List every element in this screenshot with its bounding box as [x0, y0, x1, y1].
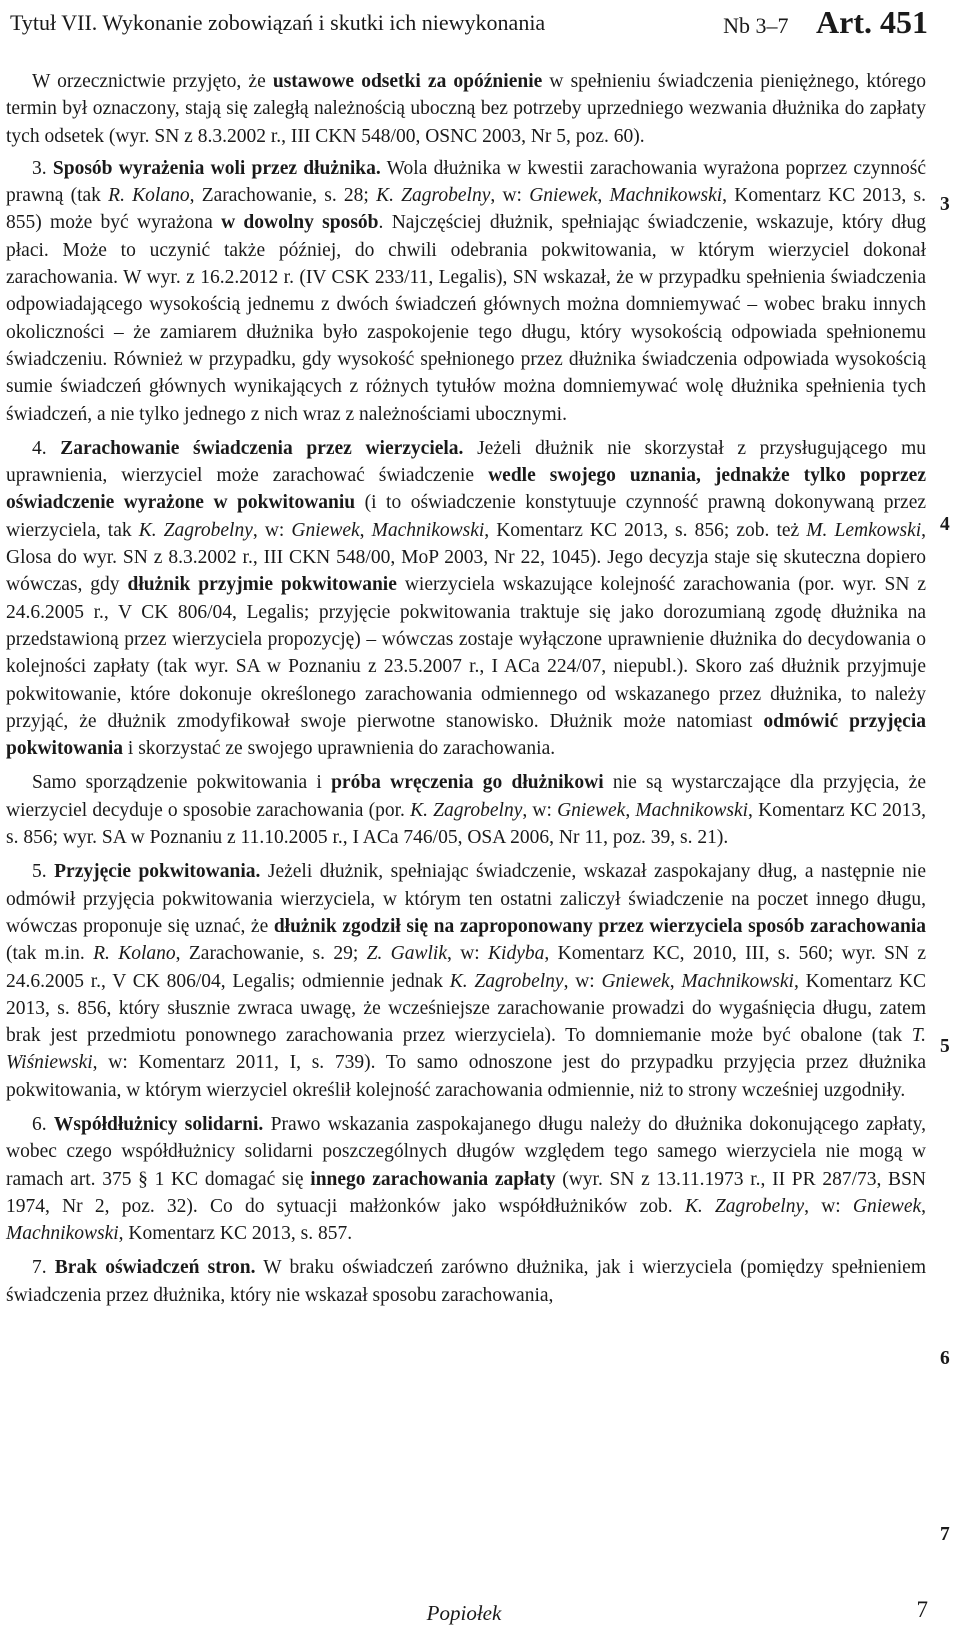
page-footer [0, 1597, 928, 1631]
margin-number-3: 3 [940, 194, 950, 215]
article-number: Art. 451 [816, 4, 928, 40]
running-title: Tytuł VII. Wykonanie zobowiązań i skutki ich niewykonania [10, 10, 546, 35]
running-header [10, 4, 928, 40]
margin-number-4: 4 [940, 514, 950, 535]
paragraph-4-continued: Samo sporządzenie pokwitowania i próba wręczenia go dłużnikowi nie są wystarczające dla przyjęcia, że wierzyciel decyduje o sposobie zarachowania (por. K. Zagrobelny, w: Gniewek, Machnikowski, Komentarz KC 2013, s. 856; wyr. SA w Poznaniu z 11.10.2005 r., I ACa 746/05, OSA 2006, Nr 11, poz. 39, s. 21). [6, 772, 927, 849]
paragraph-6: 6. Współdłużnicy solidarni. Prawo wskazania zaspokajanego długu należy do dłużnika dokonującego zapłaty, wobec czego współdłużnicy solidarni poszczególnych długów względem tego samego wierzyciela nie mogą w ramach art. 375 § 1 KC domagać się innego zarachowania zapłaty (wyr. SN z 13.11.1973 r., II PR 287/73, BSN 1974, Nr 2, poz. 32). Co do sytuacji małżonków jako współdłużników zob. K. Zagrobelny, w: Gniewek, Machnikowski, Komentarz KC 2013, s. 857. [6, 1113, 927, 1245]
paragraph-3: 3. Sposób wyrażenia woli przez dłużnika. Wola dłużnika w kwestii zarachowania wyrażona poprzez czynność prawną (tak R. Kolano, Zarachowanie, s. 28; K. Zagrobelny, w: Gniewek, Machnikowski, Komentarz KC 2013, s. 855) może być wyrażona w dowolny sposób. Najczęściej dłużnik, spełniając świadczenie, wskazuje, który dług płaci. Może to uczynić także później, do chwili odebrania pokwitowania, w którym wierzyciel dokonał zarachowania. W wyr. z 16.2.2012 r. (IV CSK 233/11, Legalis), SN wskazał, że w przypadku spełnienia świadczenia odpowiadającego wysokością jednemu z dwóch świadczeń głównych można domniemywać – wobec braku innych okoliczności – że zamiarem dłużnika było zaspokojenie tego długu, który wysokością odpowiada spełnionemu świadczeniu. Również w przypadku, gdy wysokość spełnionego przez dłużnika świadczenia odpowiada wysokością sumie świadczeń głównych wynikających z różnych tytułów można domniemywać wolę dłużnika spełnienia tych świadczeń, a nie tylko jednego z nich wraz z należnościami ubocznymi. [6, 157, 927, 425]
paragraph-7: 7. Brak oświadczeń stron. W braku oświadczeń zarówno dłużnika, jak i wierzyciela (pomiędzy spełnieniem świadczenia przez dłużnika, który nie wskazał sposobu zarachowania, [6, 1257, 927, 1306]
section-reference [723, 4, 928, 41]
paragraph-4: 4. Zarachowanie świadczenia przez wierzyciela. Jeżeli dłużnik nie skorzystał z przysługującego mu uprawnienia, wierzyciel może zarachować świadczenie wedle swojego uznania, jednakże tylko poprzez oświadczenie wyrażone w pokwitowaniu (i to oświadczenie konstytuuje czynność prawną dokonywaną przez wierzyciela, tak K. Zagrobelny, w: Gniewek, Machnikowski, Komentarz KC 2013, s. 856; zob. też M. Lemkowski, Glosa do wyr. SN z 8.3.2002 r., III CKN 548/00, MoP 2003, Nr 22, 1045). Jego decyzja staje się skuteczna dopiero wówczas, gdy dłużnik przyjmie pokwitowanie wierzyciela wskazujące kolejność zarachowania (por. wyr. SN z 24.6.2005 r., V CK 806/04, Legalis; przyjęcie pokwitowania traktuje się jako dorozumianą zgodę dłużnika na przedstawioną przez wierzyciela propozycję) – wówczas zostaje wyłączone uprawnienie dłużnika do decydowania o kolejności zapłaty (tak wyr. SA w Poznaniu z 23.5.2007 r., I ACa 224/07, niepubl.). Skoro zaś dłużnik przyjmuje pokwitowanie, które dokonuje określonego zarachowania odmiennego od wskazanego przez dłużnika, to należy przyjąć, że dłużnik zmodyfikował swoje pierwotne stanowisko. Dłużnik może natomiast odmówić przyjęcia pokwitowania i skorzystać ze swojego uprawnienia do zarachowania. [6, 437, 927, 760]
marginal-number-range: Nb 3–7 [723, 13, 789, 38]
paragraph-intro: W orzecznictwie przyjęto, że ustawowe odsetki za opóźnienie w spełnieniu świadczenia pieniężnego, którego termin był oznaczony, stają się zaległą należnością uboczną bez potrzeby uprzedniego wezwania dłużnika do zapłaty tych odsetek (wyr. SN z 8.3.2002 r., III CKN 548/00, OSNC 2003, Nr 5, poz. 60). [6, 71, 926, 147]
page-number: 7 [916, 1597, 928, 1622]
margin-number-5: 5 [940, 1036, 950, 1057]
margin-number-6: 6 [940, 1348, 950, 1369]
paragraph-5: 5. Przyjęcie pokwitowania. Jeżeli dłużnik, spełniając świadczenie, wskazał zaspokajany dług, a następnie nie odmówił przyjęcia pokwitowania wierzyciela, w którym ten ostatni zaliczył świadczenie na poczet innego długu, wówczas proponuje się uznać, że dłużnik zgodził się na zaproponowany przez wierzyciela sposób zarachowania (tak m.in. R. Kolano, Zarachowanie, s. 29; Z. Gawlik, w: Kidyba, Komentarz KC, 2010, III, s. 560; wyr. SN z 24.6.2005 r., V CK 806/04, Legalis; odmiennie jednak K. Zagrobelny, w: Gniewek, Machnikowski, Komentarz KC 2013, s. 856, który słusznie zwraca uwagę, że wcześniejsze zarachowanie prowadzi do wygaśnięcia długu, zatem brak jest przedmiotu ponownego zarachowania przez wierzyciela). To domniemanie może być obalone (tak T. Wiśniewski, w: Komentarz 2011, I, s. 739). To samo odnoszone jest do przypadku przyjęcia przez dłużnika pokwitowania, w którym wierzyciel określił kolejność zarachowania odmiennie, niż to strony wcześniej uzgodniły. [6, 861, 927, 1101]
margin-number-7: 7 [940, 1524, 950, 1545]
author-name: Popiołek [426, 1601, 502, 1625]
commentary-body [6, 68, 926, 1316]
